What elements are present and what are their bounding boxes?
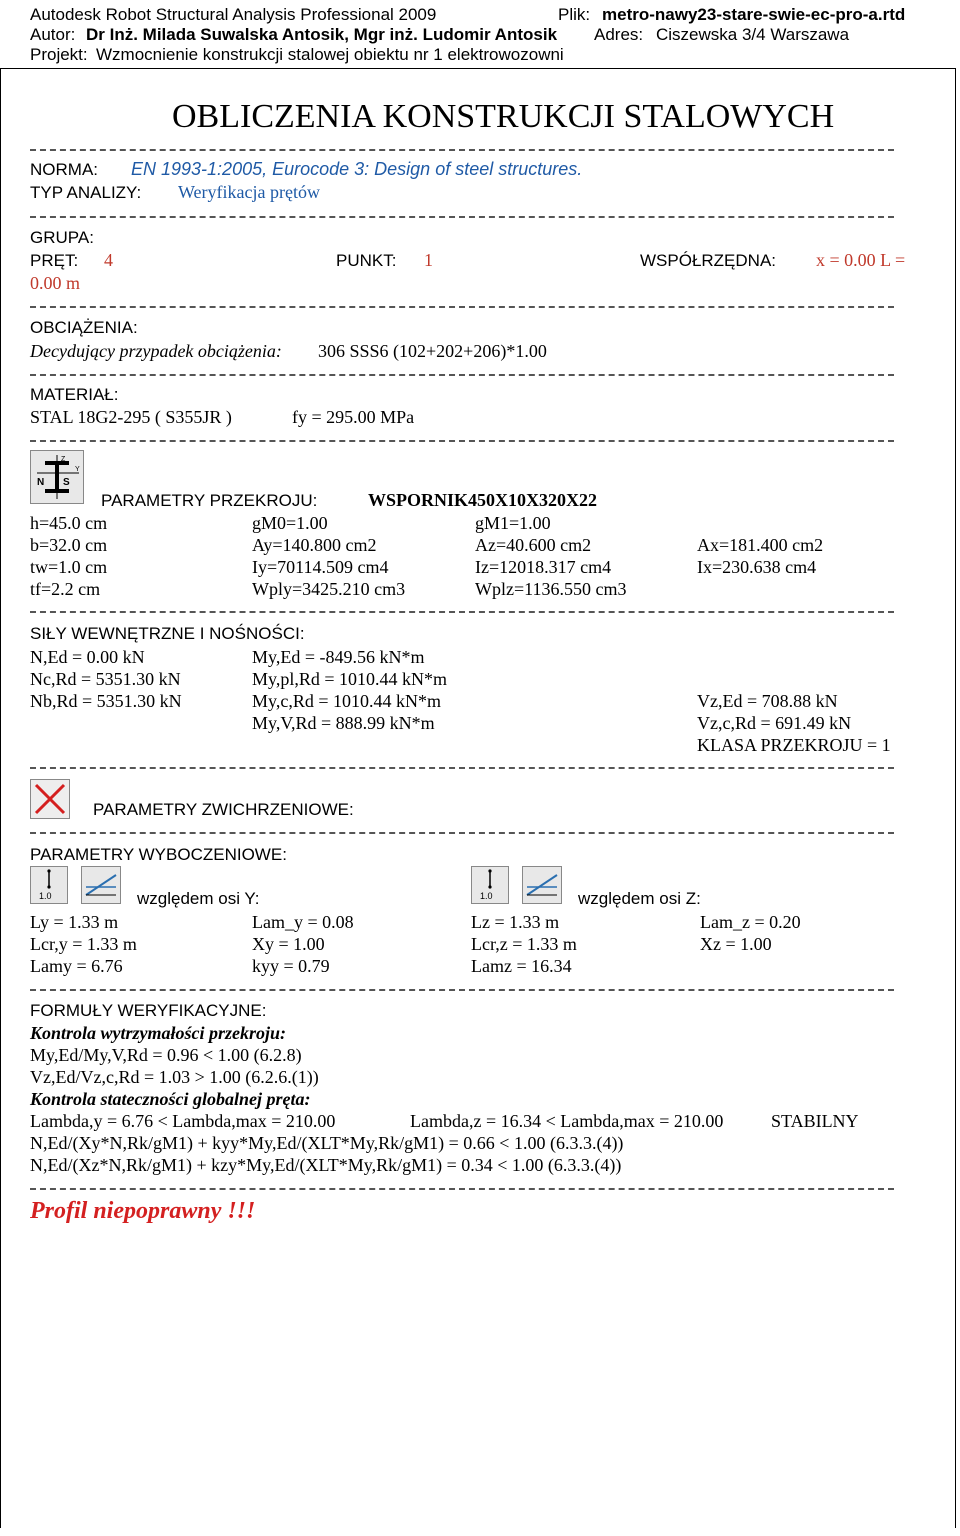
param-cell: Wplz=1136.550 cm3 — [475, 579, 627, 599]
divider — [30, 989, 894, 991]
address-label: Adres: — [594, 25, 644, 44]
buckling-diagram-z-icon — [522, 866, 562, 904]
param-cell: Iz=12018.317 cm4 — [475, 557, 612, 577]
wspolrzedna-label: WSPÓŁRZĘDNA: — [640, 251, 777, 270]
authors: Dr Inż. Milada Suwalska Antosik, Mgr inż. Ludomir Antosik — [86, 25, 558, 44]
buckling-cell: Lamy = 6.76 — [30, 956, 123, 976]
punkt-label: PUNKT: — [336, 251, 397, 270]
buckling-cell: kyy = 0.79 — [252, 956, 330, 976]
buckling-diagram-y-icon — [81, 866, 121, 904]
obciazenia-value: 306 SSS6 (102+202+206)*1.00 — [318, 341, 547, 361]
svg-text:1.0: 1.0 — [480, 891, 493, 901]
address: Ciszewska 3/4 Warszawa — [656, 25, 850, 44]
svg-text:S: S — [63, 477, 70, 488]
buckling-length-y-icon — [30, 866, 68, 904]
kontrola-wytrzymalosci: Kontrola wytrzymałości przekroju: — [30, 1023, 287, 1043]
param-cell: Iy=70114.509 cm4 — [252, 557, 389, 577]
param-cell: b=32.0 cm — [30, 535, 108, 555]
wspolrzedna-value: x = 0.00 L = — [816, 250, 906, 270]
file-label: Plik: — [558, 5, 591, 24]
svg-text:Z: Z — [61, 456, 66, 463]
param-cell: Wply=3425.210 cm3 — [252, 579, 406, 599]
buckling-cell: Lam_y = 0.08 — [252, 912, 354, 932]
formuly-label: FORMUŁY WERYFIKACYJNE: — [30, 1001, 267, 1020]
param-cell: gM1=1.00 — [475, 513, 551, 533]
przekroj-name: WSPORNIK450X10X320X22 — [368, 490, 598, 510]
typ-value: Weryfikacja prętów — [178, 182, 320, 202]
force-cell: My,c,Rd = 1010.44 kN*m — [252, 691, 441, 711]
force-cell: My,pl,Rd = 1010.44 kN*m — [252, 669, 447, 689]
pret-label: PRĘT: — [30, 251, 79, 270]
fy-value: fy = 295.00 MPa — [292, 407, 415, 427]
norma-value: EN 1993-1:2005, Eurocode 3: Design of steel structures. — [131, 159, 583, 179]
buckling-cell: Lz = 1.33 m — [471, 912, 560, 932]
buckling-cell: Lamz = 16.34 — [471, 956, 572, 976]
buckling-cell: Ly = 1.33 m — [30, 912, 119, 932]
force-cell: Vz,c,Rd = 691.49 kN — [697, 713, 852, 733]
pret-value: 4 — [104, 250, 113, 270]
norma-label: NORMA: — [30, 160, 98, 179]
buckling-cell: Xy = 1.00 — [252, 934, 325, 954]
lateral-buckling-off-icon — [30, 779, 70, 819]
stability-status: STABILNY — [771, 1111, 859, 1131]
project-name: Wzmocnienie konstrukcji stalowej obiektu nr 1 elektrowozowni — [96, 45, 564, 64]
param-cell: Az=40.600 cm2 — [475, 535, 592, 555]
buckling-cell: Lam_z = 0.20 — [700, 912, 801, 932]
result-status: Profil niepoprawny !!! — [30, 1198, 256, 1224]
param-cell: Ax=181.400 cm2 — [697, 535, 824, 555]
formula-row: N,Ed/(Xy*N,Rk/gM1) + kyy*My,Ed/(XLT*My,Rk/gM1) = 0.66 < 1.00 (6.3.3.(4)) — [30, 1133, 624, 1153]
buckling-cell: Lcr,y = 1.33 m — [30, 934, 137, 954]
zwichrzenie-label: PARAMETRY ZWICHRZENIOWE: — [93, 800, 354, 819]
param-cell: h=45.0 cm — [30, 513, 108, 533]
punkt-value: 1 — [424, 250, 433, 270]
sily-label: SIŁY WEWNĘTRZNE I NOŚNOŚCI: — [30, 624, 305, 643]
divider — [30, 767, 894, 769]
formula-row: My,Ed/My,V,Rd = 0.96 < 1.00 (6.2.8) — [30, 1045, 302, 1065]
svg-text:N: N — [37, 477, 45, 488]
app-name: Autodesk Robot Structural Analysis Professional 2009 — [30, 5, 437, 24]
param-cell: Ix=230.638 cm4 — [697, 557, 817, 577]
buckling-cell: Lcr,z = 1.33 m — [471, 934, 577, 954]
klasa-przekroju: KLASA PRZEKROJU = 1 — [697, 735, 891, 755]
file-name: metro-nawy23-stare-swie-ec-pro-a.rtd — [602, 5, 906, 24]
section-icon — [30, 450, 84, 504]
divider — [30, 149, 894, 151]
page-title: OBLICZENIA KONSTRUKCJI STALOWYCH — [172, 98, 835, 135]
przekroj-label: PARAMETRY PRZEKROJU: — [101, 491, 318, 510]
divider — [30, 611, 894, 613]
project-label: Projekt: — [30, 45, 88, 64]
author-label: Autor: — [30, 25, 76, 44]
divider — [30, 832, 894, 834]
buckling-cell: Xz = 1.00 — [700, 934, 772, 954]
force-cell: Vz,Ed = 708.88 kN — [697, 691, 838, 711]
formula-row: Lambda,y = 6.76 < Lambda,max = 210.00 — [30, 1111, 336, 1131]
formula-row: Lambda,z = 16.34 < Lambda,max = 210.00 — [410, 1111, 724, 1131]
material-value: STAL 18G2-295 ( S355JR ) — [30, 407, 232, 427]
force-cell: My,V,Rd = 888.99 kN*m — [252, 713, 435, 733]
grupa-label: GRUPA: — [30, 228, 94, 247]
param-cell: tw=1.0 cm — [30, 557, 108, 577]
buckling-length-z-icon — [471, 866, 509, 904]
kontrola-statecznosci: Kontrola stateczności globalnej pręta: — [30, 1089, 311, 1109]
divider — [30, 374, 894, 376]
divider — [30, 1188, 894, 1190]
wspolrzedna-value-2: 0.00 m — [30, 273, 81, 293]
divider — [30, 440, 894, 442]
obciazenia-label: OBCIĄŻENIA: — [30, 318, 138, 337]
param-cell: Ay=140.800 cm2 — [252, 535, 377, 555]
svg-text:1.0: 1.0 — [39, 891, 52, 901]
typ-label: TYP ANALIZY: — [30, 183, 142, 202]
force-cell: Nb,Rd = 5351.30 kN — [30, 691, 182, 711]
force-cell: Nc,Rd = 5351.30 kN — [30, 669, 181, 689]
formula-row: Vz,Ed/Vz,c,Rd = 1.03 > 1.00 (6.2.6.(1)) — [30, 1067, 319, 1087]
force-cell: N,Ed = 0.00 kN — [30, 647, 145, 667]
svg-text:Y: Y — [75, 466, 80, 473]
formula-row: N,Ed/(Xz*N,Rk/gM1) + kzy*My,Ed/(XLT*My,Rk/gM1) = 0.34 < 1.00 (6.3.3.(4)) — [30, 1155, 622, 1175]
obciazenia-desc: Decydujący przypadek obciążenia: — [30, 341, 282, 361]
param-cell: tf=2.2 cm — [30, 579, 101, 599]
report-frame — [0, 68, 956, 1528]
os-y-label: względem osi Y: — [137, 889, 260, 908]
param-cell: gM0=1.00 — [252, 513, 328, 533]
divider — [30, 216, 894, 218]
force-cell: My,Ed = -849.56 kN*m — [252, 647, 425, 667]
material-label: MATERIAŁ: — [30, 385, 119, 404]
wyboczenie-label: PARAMETRY WYBOCZENIOWE: — [30, 845, 287, 864]
divider — [30, 306, 894, 308]
os-z-label: względem osi Z: — [578, 889, 701, 908]
